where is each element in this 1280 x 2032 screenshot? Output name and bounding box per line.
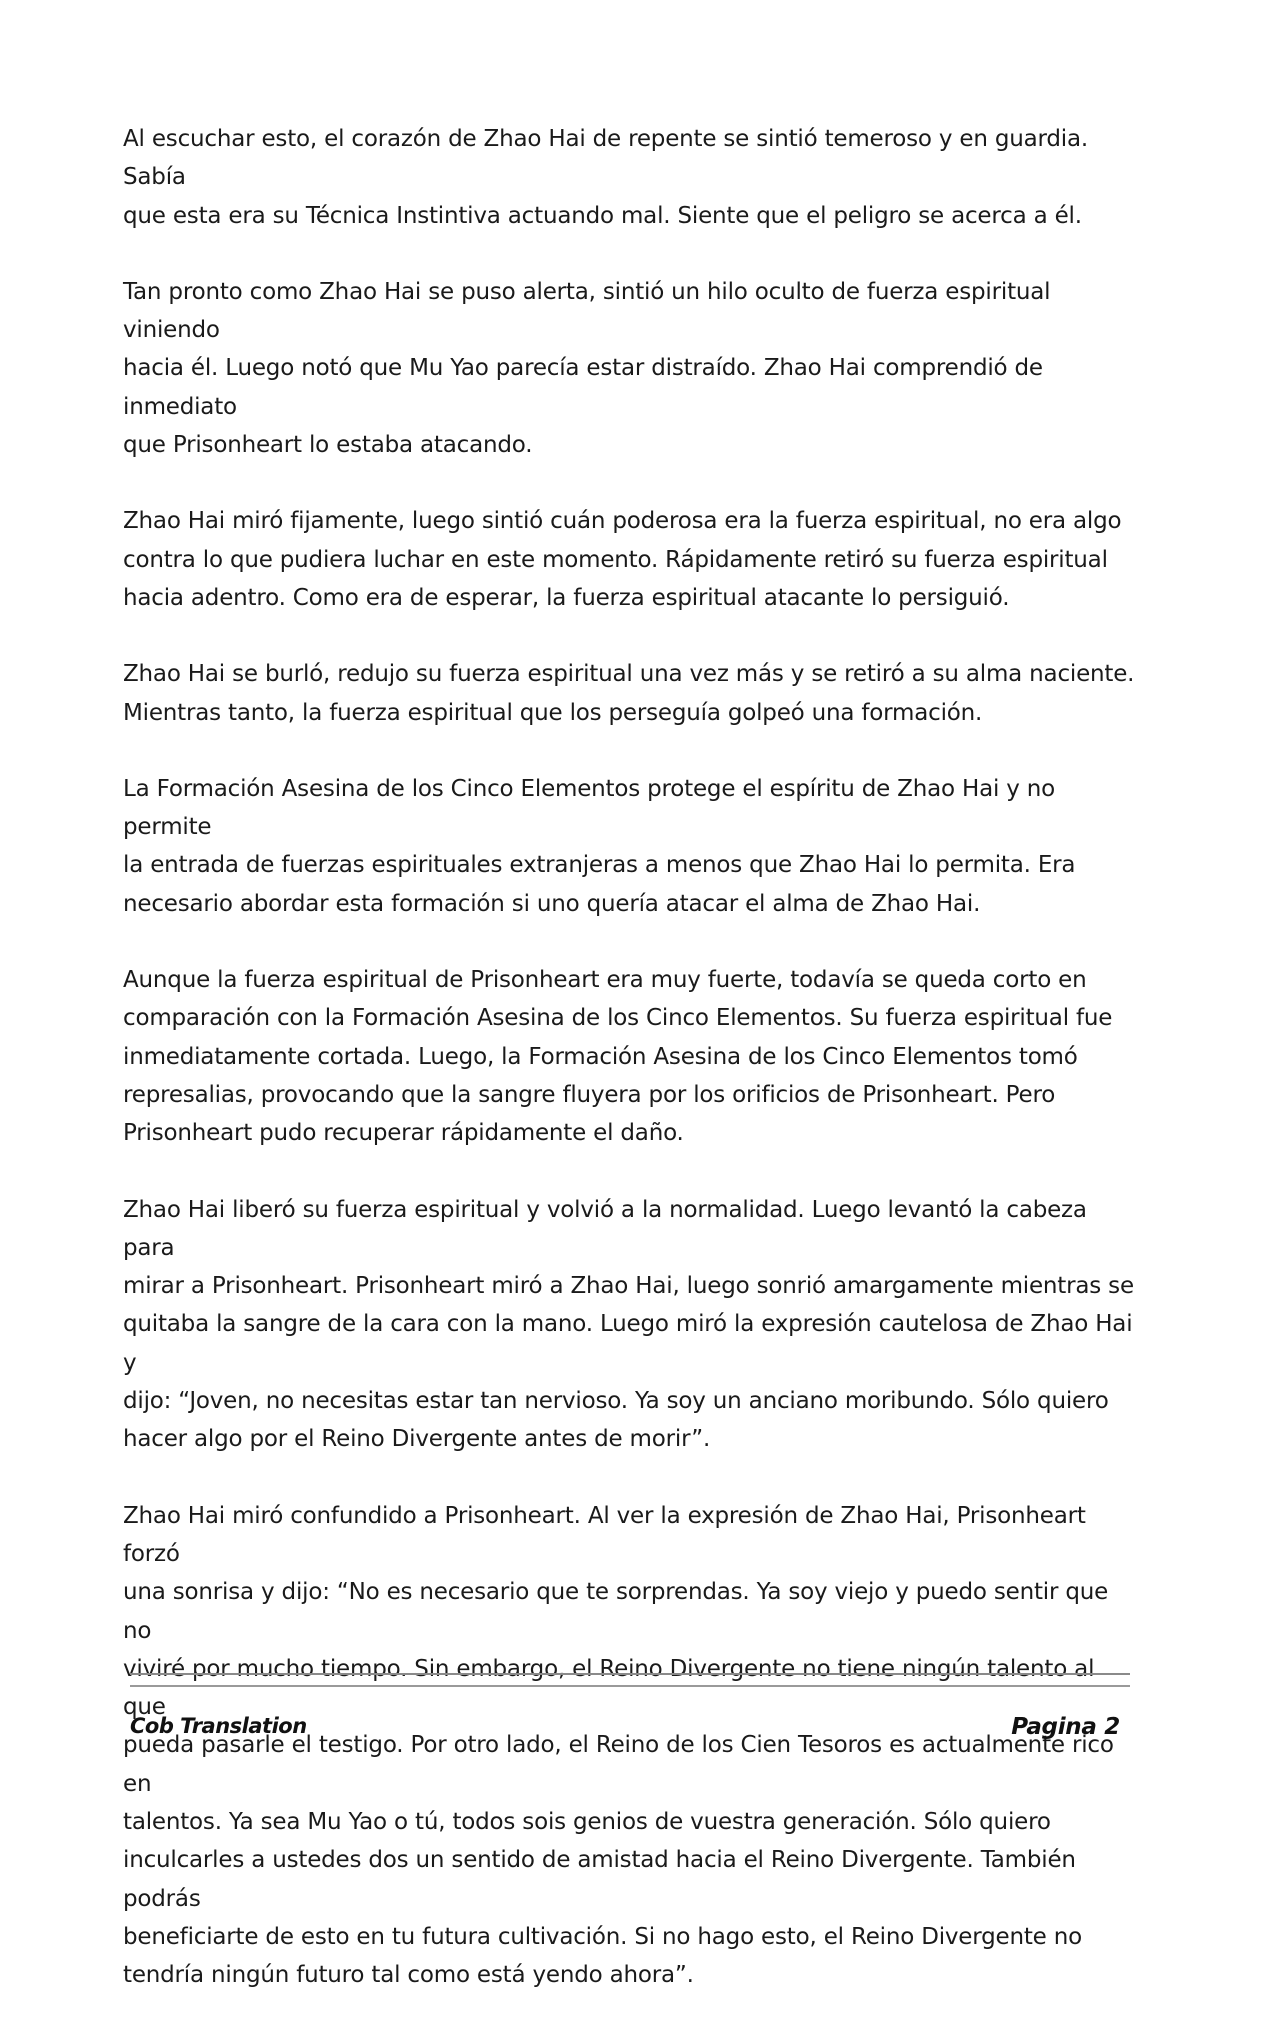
- paragraph: Zhao Hai liberó su fuerza espiritual y volvió a la normalidad. Luego levantó la cabeza para mirar a Prisonheart. Prisonheart miró a Zhao Hai, luego sonrió amargamente mientras se quitaba la sangre de la cara con la mano. Luego miró la expresión cautelosa de Zhao Hai y dijo: “Joven, no necesitas estar tan nervioso. Ya soy un anciano moribundo. Sólo quiero hacer algo por el Reino Divergente antes de morir”.: [123, 1196, 1134, 1453]
- footer-translator-credit: Cob Translation: [130, 1714, 307, 1738]
- body-text: [123, 120, 1138, 2032]
- paragraph: Aunque la fuerza espiritual de Prisonheart era muy fuerte, todavía se queda corto en comparación con la Formación Asesina de los Cinco Elementos. Su fuerza espiritual fue inmediatamente cortada. Luego, la Formación Asesina de los Cinco Elementos tomó represalias, provocando que la sangre fluyera por los orificios de Prisonheart. Pero Prisonheart pudo recuperar rápidamente el daño.: [123, 967, 1113, 1147]
- paragraph: Zhao Hai miró confundido a Prisonheart. Al ver la expresión de Zhao Hai, Prisonheart forzó una sonrisa y dijo: “No es necesario que te sorprendas. Ya soy viejo y puedo sentir que no viviré por mucho tiempo. Sin embargo, el Reino Divergente no tiene ningún talento al que pueda pasarle el testigo. Por otro lado, el Reino de los Cien Tesoros es actualmente rico en talentos. Ya sea Mu Yao o tú, todos sois genios de vuestra generación. Sólo quiero inculcarles a ustedes dos un sentido de amistad hacia el Reino Divergente. También podrás beneficiarte de esto en tu futura cultivación. Si no hago esto, el Reino Divergente no tendría ningún futuro tal como está yendo ahora”.: [123, 1502, 1114, 1989]
- footer-rule-bottom: [130, 1685, 1130, 1687]
- paragraph: Zhao Hai miró fijamente, luego sintió cuán poderosa era la fuerza espiritual, no era algo contra lo que pudiera luchar en este momento. Rápidamente retiró su fuerza espiritual hacia adentro. Como era de esperar, la fuerza espiritual atacante lo persiguió.: [123, 508, 1122, 611]
- footer-rule-top: [130, 1673, 1130, 1675]
- paragraph: Al escuchar esto, el corazón de Zhao Hai de repente se sintió temeroso y en guardia. Sabía que esta era su Técnica Instintiva actuando mal. Siente que el peligro se acerca a él.: [123, 126, 1088, 229]
- footer-divider: [130, 1673, 1130, 1687]
- footer-page-number: Pagina 2: [1011, 1714, 1120, 1740]
- paragraph: Zhao Hai se burló, redujo su fuerza espiritual una vez más y se retiró a su alma naciente. Mientras tanto, la fuerza espiritual que los perseguía golpeó una formación.: [123, 661, 1135, 726]
- paragraph: La Formación Asesina de los Cinco Elementos protege el espíritu de Zhao Hai y no permite la entrada de fuerzas espirituales extranjeras a menos que Zhao Hai lo permita. Era necesario abordar esta formación si uno quería atacar el alma de Zhao Hai.: [123, 775, 1076, 917]
- paragraph: Tan pronto como Zhao Hai se puso alerta, sintió un hilo oculto de fuerza espiritual viniendo hacia él. Luego notó que Mu Yao parecía estar distraído. Zhao Hai comprendió de inmediato que Prisonheart lo estaba atacando.: [123, 278, 1051, 459]
